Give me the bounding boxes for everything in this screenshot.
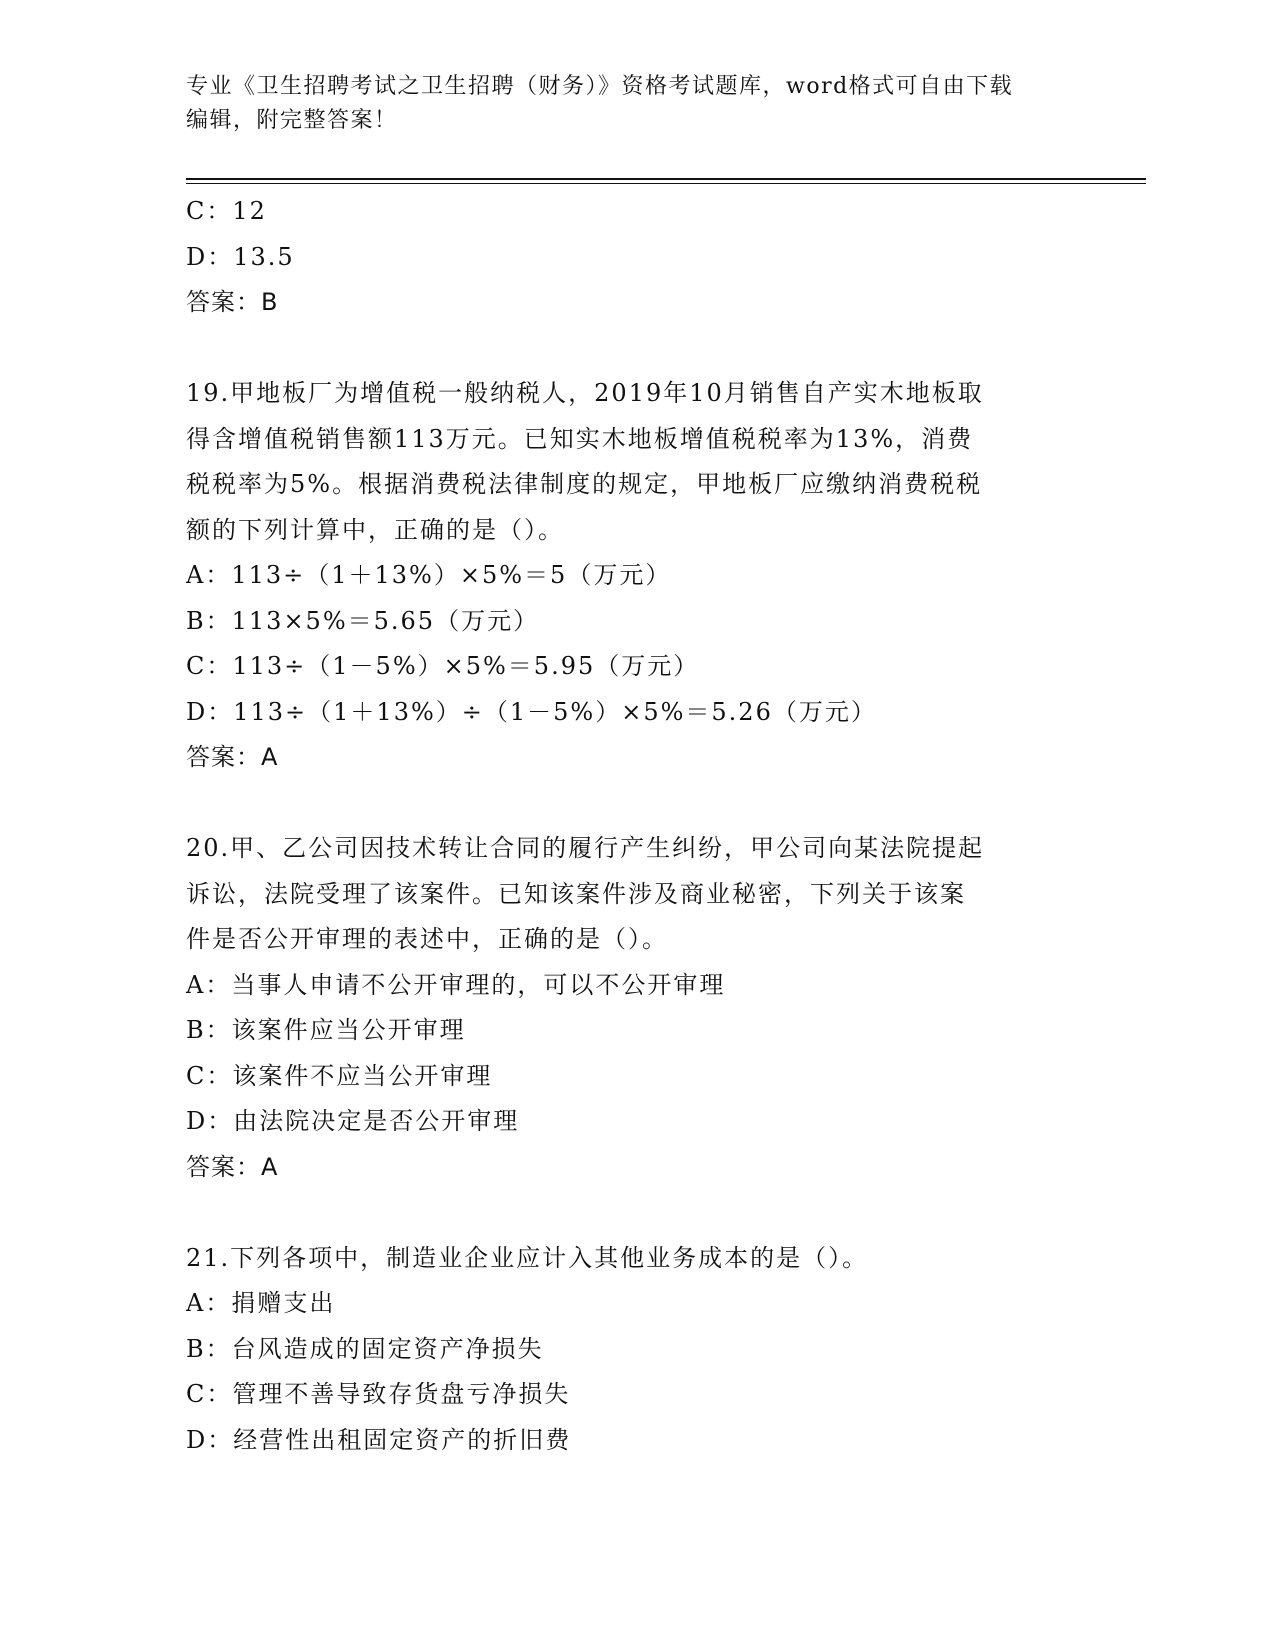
option-c: C：管理不善导致存货盘亏净损失 (186, 1380, 571, 1408)
option-c: C：113÷（1－5%）×5%＝5.95（万元） (186, 652, 700, 680)
answer-line: 答案：A (186, 743, 279, 771)
question-stem-line: 19.甲地板厂为增值税一般纳税人，2019年10月销售自产实木地板取 (186, 379, 984, 407)
question-stem-line: 诉讼，法院受理了该案件。已知该案件涉及商业秘密，下列关于该案 (186, 879, 966, 908)
spacer (186, 781, 1086, 827)
question-18-tail (186, 189, 1086, 326)
question-20 (186, 826, 1086, 1190)
question-stem-line: 得含增值税销售额113万元。已知实木地板增值税税率为13%，消费 (186, 424, 974, 453)
header-divider-thin (186, 183, 1146, 184)
question-stem-line: 20.甲、乙公司因技术转让合同的履行产生纠纷，甲公司向某法院提起 (186, 834, 985, 862)
header-line-2: 编辑，附完整答案！ (186, 108, 398, 133)
header-line-1: 专业《卫生招聘考试之卫生招聘（财务）》资格考试题库，word格式可自由下载 (186, 74, 1014, 99)
option-a: A：当事人申请不公开审理的，可以不公开审理 (186, 970, 726, 999)
document-header (186, 70, 1086, 138)
option-a: A：捐赠支出 (186, 1289, 336, 1317)
option-b: B：该案件应当公开审理 (186, 1016, 466, 1044)
question-stem-line: 额的下列计算中，正确的是（）。 (186, 515, 564, 544)
answer-line: 答案：B (186, 288, 279, 316)
option-a: A：113÷（1＋13%）×5%＝5（万元） (186, 561, 672, 589)
option-d: D：113÷（1＋13%）÷（1－5%）×5%＝5.26（万元） (186, 697, 877, 726)
option-b: B：113×5%＝5.65（万元） (186, 606, 540, 635)
header-divider-thick (186, 178, 1146, 180)
option-d: D：由法院决定是否公开审理 (186, 1107, 520, 1135)
spacer (186, 1190, 1086, 1236)
option-d: D：经营性出租固定资产的折旧费 (186, 1425, 572, 1454)
question-stem-line: 件是否公开审理的表述中，正确的是（）。 (186, 925, 668, 953)
option-b: B：台风造成的固定资产净损失 (186, 1334, 544, 1363)
option-d: D：13.5 (186, 242, 295, 271)
option-c: C：该案件不应当公开审理 (186, 1061, 493, 1090)
question-content (186, 189, 1086, 1463)
question-stem-line: 税税率为5%。根据消费税法律制度的规定，甲地板厂应缴纳消费税税 (186, 470, 983, 498)
question-21 (186, 1236, 1086, 1464)
question-stem-line: 21.下列各项中，制造业企业应计入其他业务成本的是（）。 (186, 1243, 869, 1272)
question-19 (186, 371, 1086, 781)
spacer (186, 326, 1086, 372)
answer-line: 答案：A (186, 1152, 279, 1181)
option-c: C：12 (186, 197, 267, 225)
